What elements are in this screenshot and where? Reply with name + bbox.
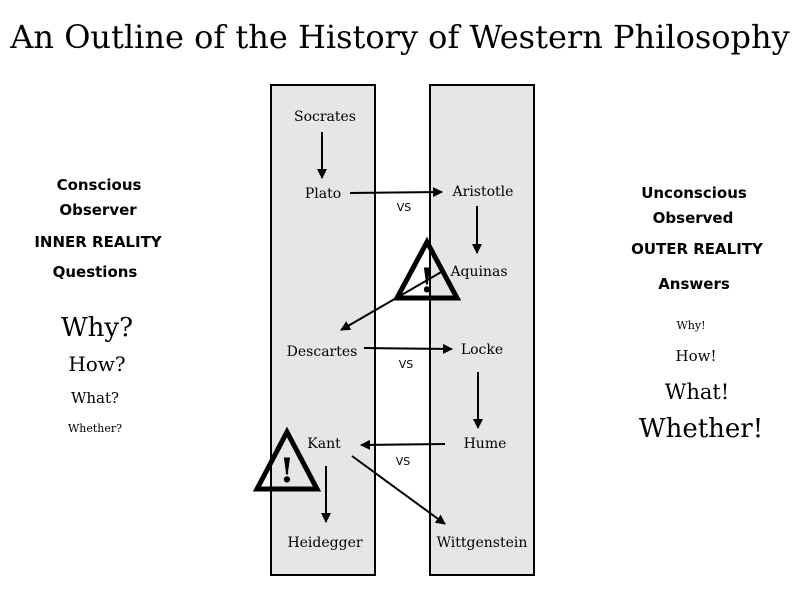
diagram-title: An Outline of the History of Western Philosophy [10,18,790,56]
warning-glyph: ! [419,261,435,301]
right-label-unconscious: Unconscious [641,184,747,202]
node-socrates: Socrates [294,109,356,125]
vs-label-kant-hume: VS [395,455,411,468]
vs-label-descartes-locke: VS [398,358,414,371]
left-word-how: How? [68,352,126,376]
right-word-why: Why! [676,319,706,332]
left-label-inner-reality: INNER REALITY [34,233,162,251]
right-label-answers: Answers [658,275,730,293]
node-wittgenstein: Wittgenstein [436,535,528,551]
node-plato: Plato [304,186,342,202]
left-word-why: Why? [60,313,134,343]
right-word-whether: Whether! [638,414,764,444]
outer-column [430,85,534,575]
node-locke: Locke [460,342,504,358]
right-word-what: What! [664,380,730,404]
node-descartes: Descartes [286,344,358,360]
left-label-questions: Questions [52,263,138,281]
vs-label-plato-aristotle: VS [396,201,412,214]
right-word-how: How! [675,347,717,365]
right-label-outer-reality: OUTER REALITY [631,240,763,258]
node-heidegger: Heidegger [287,535,363,551]
arrow-plato-aristotle [350,192,442,193]
node-kant: Kant [307,436,341,452]
node-hume: Hume [463,436,507,452]
right-label-observed: Observed [652,209,734,227]
arrow-descartes-locke [364,348,452,349]
left-word-whether: Whether? [67,422,123,435]
warning-glyph: ! [279,451,295,491]
left-word-what: What? [70,389,120,407]
node-aristotle: Aristotle [452,184,514,200]
left-label-conscious: Conscious [56,176,142,194]
node-aquinas: Aquinas [450,264,508,280]
left-label-observer: Observer [59,201,137,219]
arrow-hume-kant [361,444,445,445]
